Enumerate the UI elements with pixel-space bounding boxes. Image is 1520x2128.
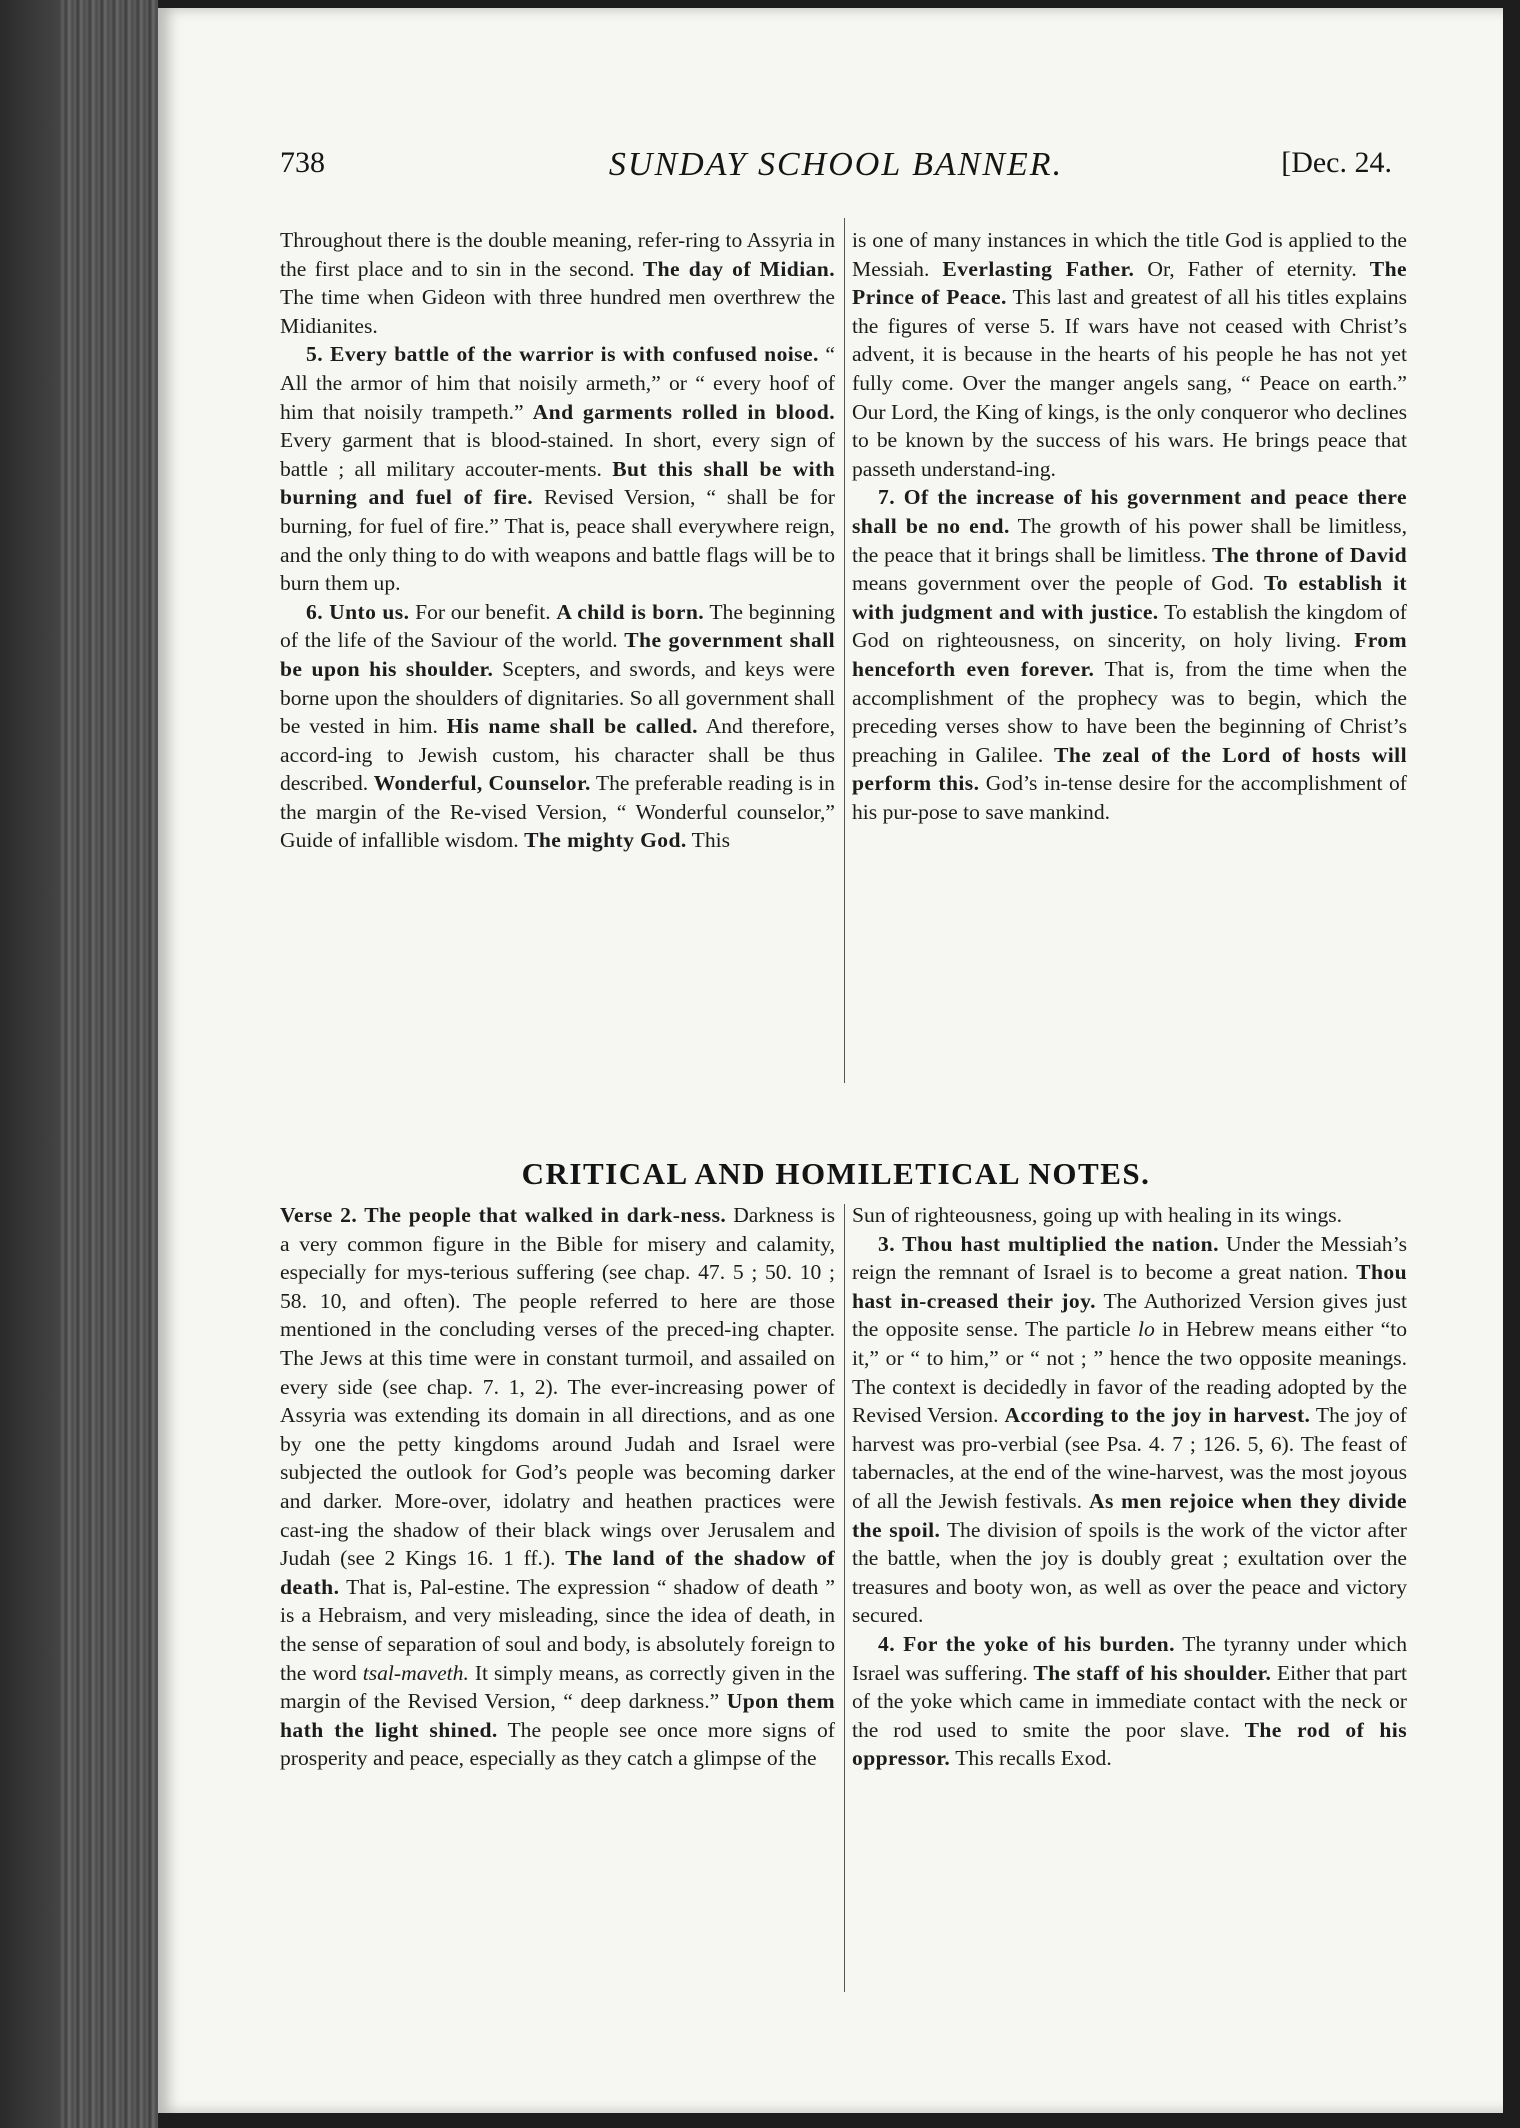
column-divider-top	[844, 218, 845, 1083]
text-run: And therefore, accord-ing to Jewish custom, his character shall be thus described.	[280, 714, 835, 796]
page-number: 738	[280, 146, 325, 179]
paragraph	[852, 1630, 1407, 1773]
text-run: For our benefit.	[409, 599, 557, 624]
bold-phrase: 6. Unto us.	[306, 599, 410, 624]
text-run: “ All the armor of him that noisily armeth,” or “ every hoof of him that noisily trampeth.”	[280, 342, 836, 424]
bold-phrase: A child is born.	[556, 599, 705, 624]
bold-phrase: Everlasting Father.	[942, 256, 1135, 281]
bold-phrase: The land of the shadow of death.	[280, 1546, 835, 1599]
text-run: The time when Gideon with three hundred men overthrew the Midianites.	[280, 285, 835, 338]
paragraph	[280, 226, 835, 340]
text-run: It simply means, as correctly given in the margin of the Revised Version, “ deep darkness.”	[280, 1660, 835, 1714]
text-run: The joy of harvest was pro-verbial (see Psa. 4. 7 ; 126. 5, 6). The feast of tabernacles, at the end of the wine-harvest, was the most joyous of all the Jewish festivals.	[852, 1403, 1407, 1513]
running-header	[280, 146, 1392, 196]
page-date: [Dec. 24.	[1281, 146, 1392, 179]
bold-phrase: Wonderful, Counselor.	[373, 771, 591, 796]
book-spine	[0, 0, 60, 2128]
text-run: The preferable reading is in the margin of the Re-vised Version, “ Wonderful counselor,” Guide of infallible wisdom.	[280, 771, 835, 853]
paragraph	[852, 483, 1407, 826]
bold-phrase: The staff of his shoulder.	[1033, 1660, 1272, 1685]
bold-phrase: 7. Of the increase of his government and peace there shall be no end.	[852, 485, 1407, 538]
book-edge	[0, 0, 158, 2128]
top-right-column	[852, 226, 1407, 826]
paragraph	[852, 1201, 1407, 1230]
paragraph	[280, 1201, 835, 1773]
text-run: Every garment that is blood-stained. In short, every sign of battle ; all military accouter-ments.	[280, 428, 835, 481]
bottom-left-column	[280, 1201, 835, 1773]
section-heading: CRITICAL AND HOMILETICAL NOTES.	[521, 1156, 1151, 1191]
bold-phrase: Upon them hath the light shined.	[280, 1689, 836, 1742]
bold-phrase: But this shall be with burning and fuel of fire.	[280, 456, 836, 510]
text-run: Or, Father of eternity.	[1134, 256, 1370, 281]
bold-phrase: As men rejoice when they divide the spoil.	[852, 1488, 1407, 1542]
bold-phrase: The mighty God.	[524, 828, 687, 853]
text-run: The growth of his power shall be limitless, the peace that it brings shall be limitless.	[852, 513, 1407, 567]
text-run: The beginning of the life of the Saviour of the world.	[280, 599, 836, 653]
text-run: is one of many instances in which the title God is applied to the Messiah.	[852, 228, 1407, 281]
bold-phrase: His name shall be called.	[446, 714, 698, 739]
bold-phrase: From henceforth even forever.	[852, 628, 1407, 681]
bold-phrase: 5. Every battle of the warrior is with confused noise.	[306, 342, 819, 367]
top-left-column	[280, 226, 835, 855]
paragraph	[852, 226, 1407, 483]
text-run: God’s in-tense desire for the accomplishment of his pur-pose to save mankind.	[852, 771, 1407, 824]
italic-term: lo	[1138, 1317, 1155, 1342]
bold-phrase: According to the joy in harvest.	[1004, 1403, 1311, 1428]
text-run: The people see once more signs of prosperity and peace, especially as they catch a glimpse of the	[280, 1717, 835, 1771]
bold-phrase: Thou hast in-creased their joy.	[852, 1260, 1407, 1313]
text-run: Darkness is a very common figure in the Bible for misery and calamity, especially for mys-terious suffering (see chap. 47. 5 ; 50. 10 ; 58. 10, and often). The people referred to here are those mentioned in the concluding verses of the preced-ing chapter. The Jews at this time were in constant turmoil, and assailed on every side (see chap. 7. 1, 2). The ever-increasing power of Assyria was extending its domain in all directions, and as one by one the petty kingdoms around Judah and Israel were subjected the outlook for God’s people was becoming darker and darker. More-over, idolatry and heathen practices were cast-ing the shadow of their black wings over Jerusalem and Judah (see 2 Kings 16. 1 ff.).	[280, 1203, 835, 1571]
text-run: That is, from the time when the accomplishment of the prophecy was to begin, which the preceding verses show to have been the beginning of Christ’s preaching in Galilee.	[852, 656, 1407, 767]
text-run: Revised Version, “ shall be for burning, for fuel of fire.” That is, peace shall everywhere reign, and the only thing to do with weapons and battle flags will be to burn them up.	[280, 485, 835, 596]
text-run: Scepters, and swords, and keys were borne upon the shoulders of dignitaries. So all government shall be vested in him.	[280, 656, 835, 739]
bold-phrase: The throne of David	[1212, 542, 1407, 567]
text-run: This	[686, 828, 731, 853]
bold-phrase: The rod of his oppressor.	[852, 1717, 1407, 1771]
paragraph	[280, 340, 835, 597]
text-run: Sun of righteousness, going up with healing in its wings.	[852, 1203, 1343, 1227]
text-run: The Authorized Version gives just the opposite sense. The particle	[852, 1288, 1408, 1342]
text-run: This recalls Exod.	[950, 1746, 1112, 1771]
bold-phrase: Verse 2. The people that walked in dark-ness.	[280, 1203, 727, 1227]
italic-term: tsal-maveth.	[362, 1660, 469, 1685]
text-run: Either that part of the yoke which came in immediate contact with the neck or the rod used to smite the poor slave.	[852, 1660, 1407, 1742]
text-run: That is, Pal-estine. The expression “ shadow of death ” is a Hebraism, and very misleading, since the idea of death, in the sense of separation of soul and body, is absolutely foreign to the word	[280, 1574, 835, 1685]
bold-phrase: The zeal of the Lord of hosts will perform this.	[852, 742, 1407, 796]
text-run: means government over the people of God.	[852, 571, 1264, 596]
bold-phrase: The day of Midian.	[642, 256, 836, 281]
page	[158, 8, 1503, 2113]
bold-phrase: To establish it with judgment and with justice.	[852, 571, 1407, 624]
text-run: This last and greatest of all his titles explains the figures of verse 5. If wars have not ceased with Christ’s advent, it is because in the hearts of his people he has not yet fully come. Over the manger angels sang, “ Peace on earth.” Our Lord, the King of kings, is the only conqueror who declines to be known by the success of his wars. He brings peace that passeth understand-ing.	[852, 285, 1407, 481]
text-run: in Hebrew means either “to it,” or “ to him,” or “ not ; ” hence the two opposite meanings. The context is decidedly in favor of the reading adopted by the Revised Version.	[852, 1317, 1407, 1428]
text-run: The division of spoils is the work of the victor after the battle, when the joy is doubly great ; exultation over the treasures and booty won, as well as over the peace and victory secured.	[852, 1517, 1407, 1628]
bold-phrase: The Prince of Peace.	[852, 256, 1407, 310]
column-divider-bottom	[844, 1204, 845, 1992]
text-run: The tyranny under which Israel was suffering.	[852, 1631, 1407, 1685]
bold-phrase: 4. For the yoke of his burden.	[878, 1631, 1175, 1656]
bold-phrase: And garments rolled in blood.	[532, 399, 836, 424]
page-title: SUNDAY SCHOOL BANNER.	[608, 146, 1064, 183]
paragraph	[852, 1230, 1407, 1630]
text-run: Under the Messiah’s reign the remnant of Israel is to become a great nation.	[852, 1231, 1407, 1285]
bold-phrase: The government shall be upon his shoulder.	[280, 628, 835, 681]
paragraph	[280, 598, 835, 855]
text-run: To establish the kingdom of God on righteousness, on sincerity, on holy living.	[852, 599, 1407, 653]
bold-phrase: 3. Thou hast multiplied the nation.	[878, 1231, 1219, 1256]
text-run: Throughout there is the double meaning, refer-ring to Assyria in the first place and to sin in the second.	[280, 228, 835, 281]
bottom-right-column	[852, 1201, 1407, 1773]
